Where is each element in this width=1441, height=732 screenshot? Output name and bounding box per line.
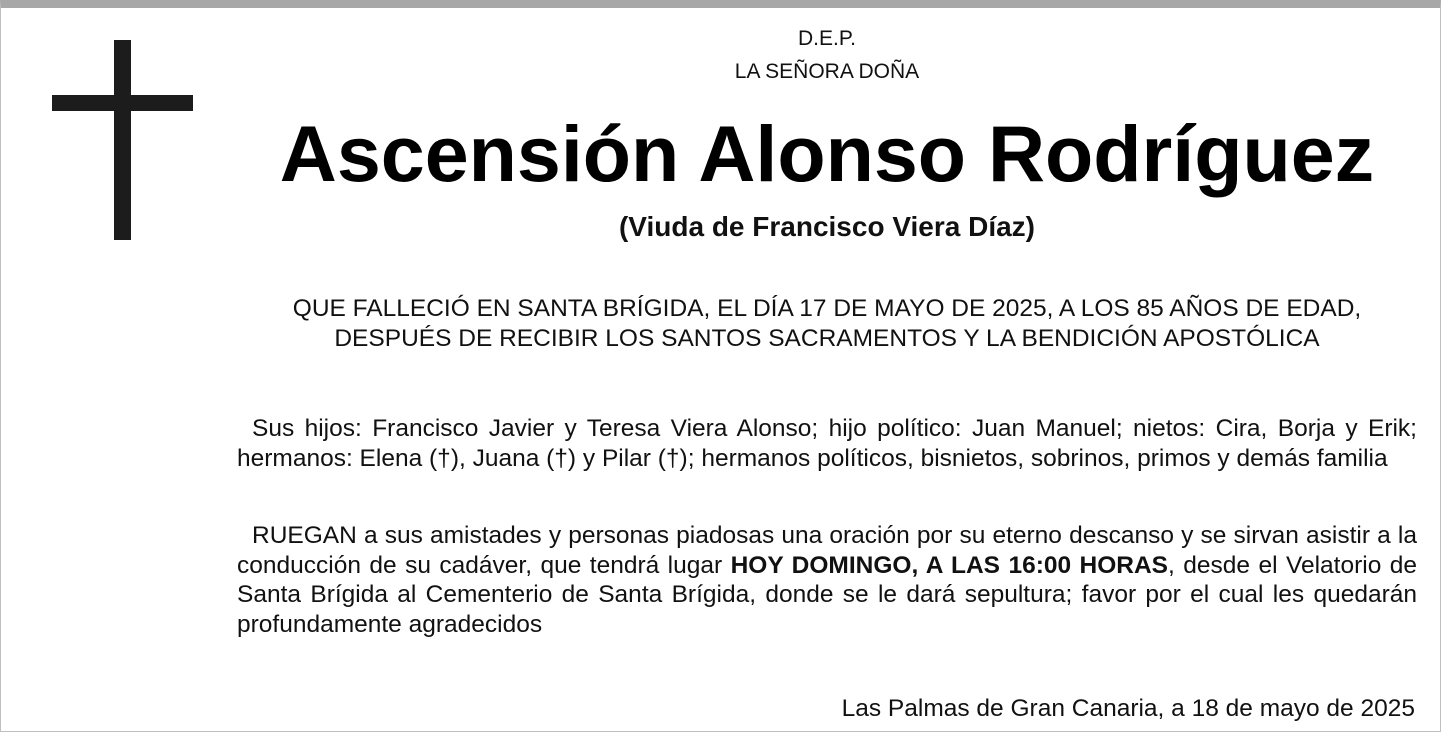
request-text-start: RUEGAN a sus amistades y personas piadosas una oración por su eterno descanso y se sirvan asistir a la conducción de su cadáver, que tendrá lugar (237, 522, 1417, 579)
family-paragraph: Sus hijos: Francisco Javier y Teresa Viera Alonso; hijo político: Juan Manuel; nietos: Cira, Borja y Erik; hermanos: Elena (†), Juana (†) y Pilar (†); hermanos políticos, bisnietos, sobrinos, primos y demás familia (237, 415, 1417, 472)
cross-horizontal-bar (52, 95, 193, 111)
place-and-date: Las Palmas de Gran Canaria, a 18 de mayo de 2025 (841, 695, 1415, 722)
request-text-end: , desde el Velatorio de Santa Brígida al Cementerio de Santa Brígida, donde se le dará sepultura; favor por el cual les quedarán profundamente agradecidos (237, 551, 1418, 638)
deceased-name: Ascensión Alonso Rodríguez (279, 109, 1375, 198)
death-notice-text: QUE FALLECIÓ EN SANTA BRÍGIDA, EL DÍA 17 DE MAYO DE 2025, A LOS 85 AÑOS DE EDAD, DESPUÉS DE RECIBIR LOS SANTOS SACRAMENTOS Y LA BENDICIÓN APOSTÓLICA (292, 295, 1362, 352)
dep-heading: D.E.P. (798, 27, 856, 50)
funeral-time-highlight: HOY DOMINGO, A LAS 16:00 HORAS (730, 551, 1169, 579)
honorific-line: LA SEÑORA DOÑA (734, 60, 920, 83)
cross-vertical-bar (114, 40, 131, 240)
funeral-request-paragraph (237, 521, 1417, 639)
widow-of-line: (Viuda de Francisco Viera Díaz) (618, 211, 1035, 242)
